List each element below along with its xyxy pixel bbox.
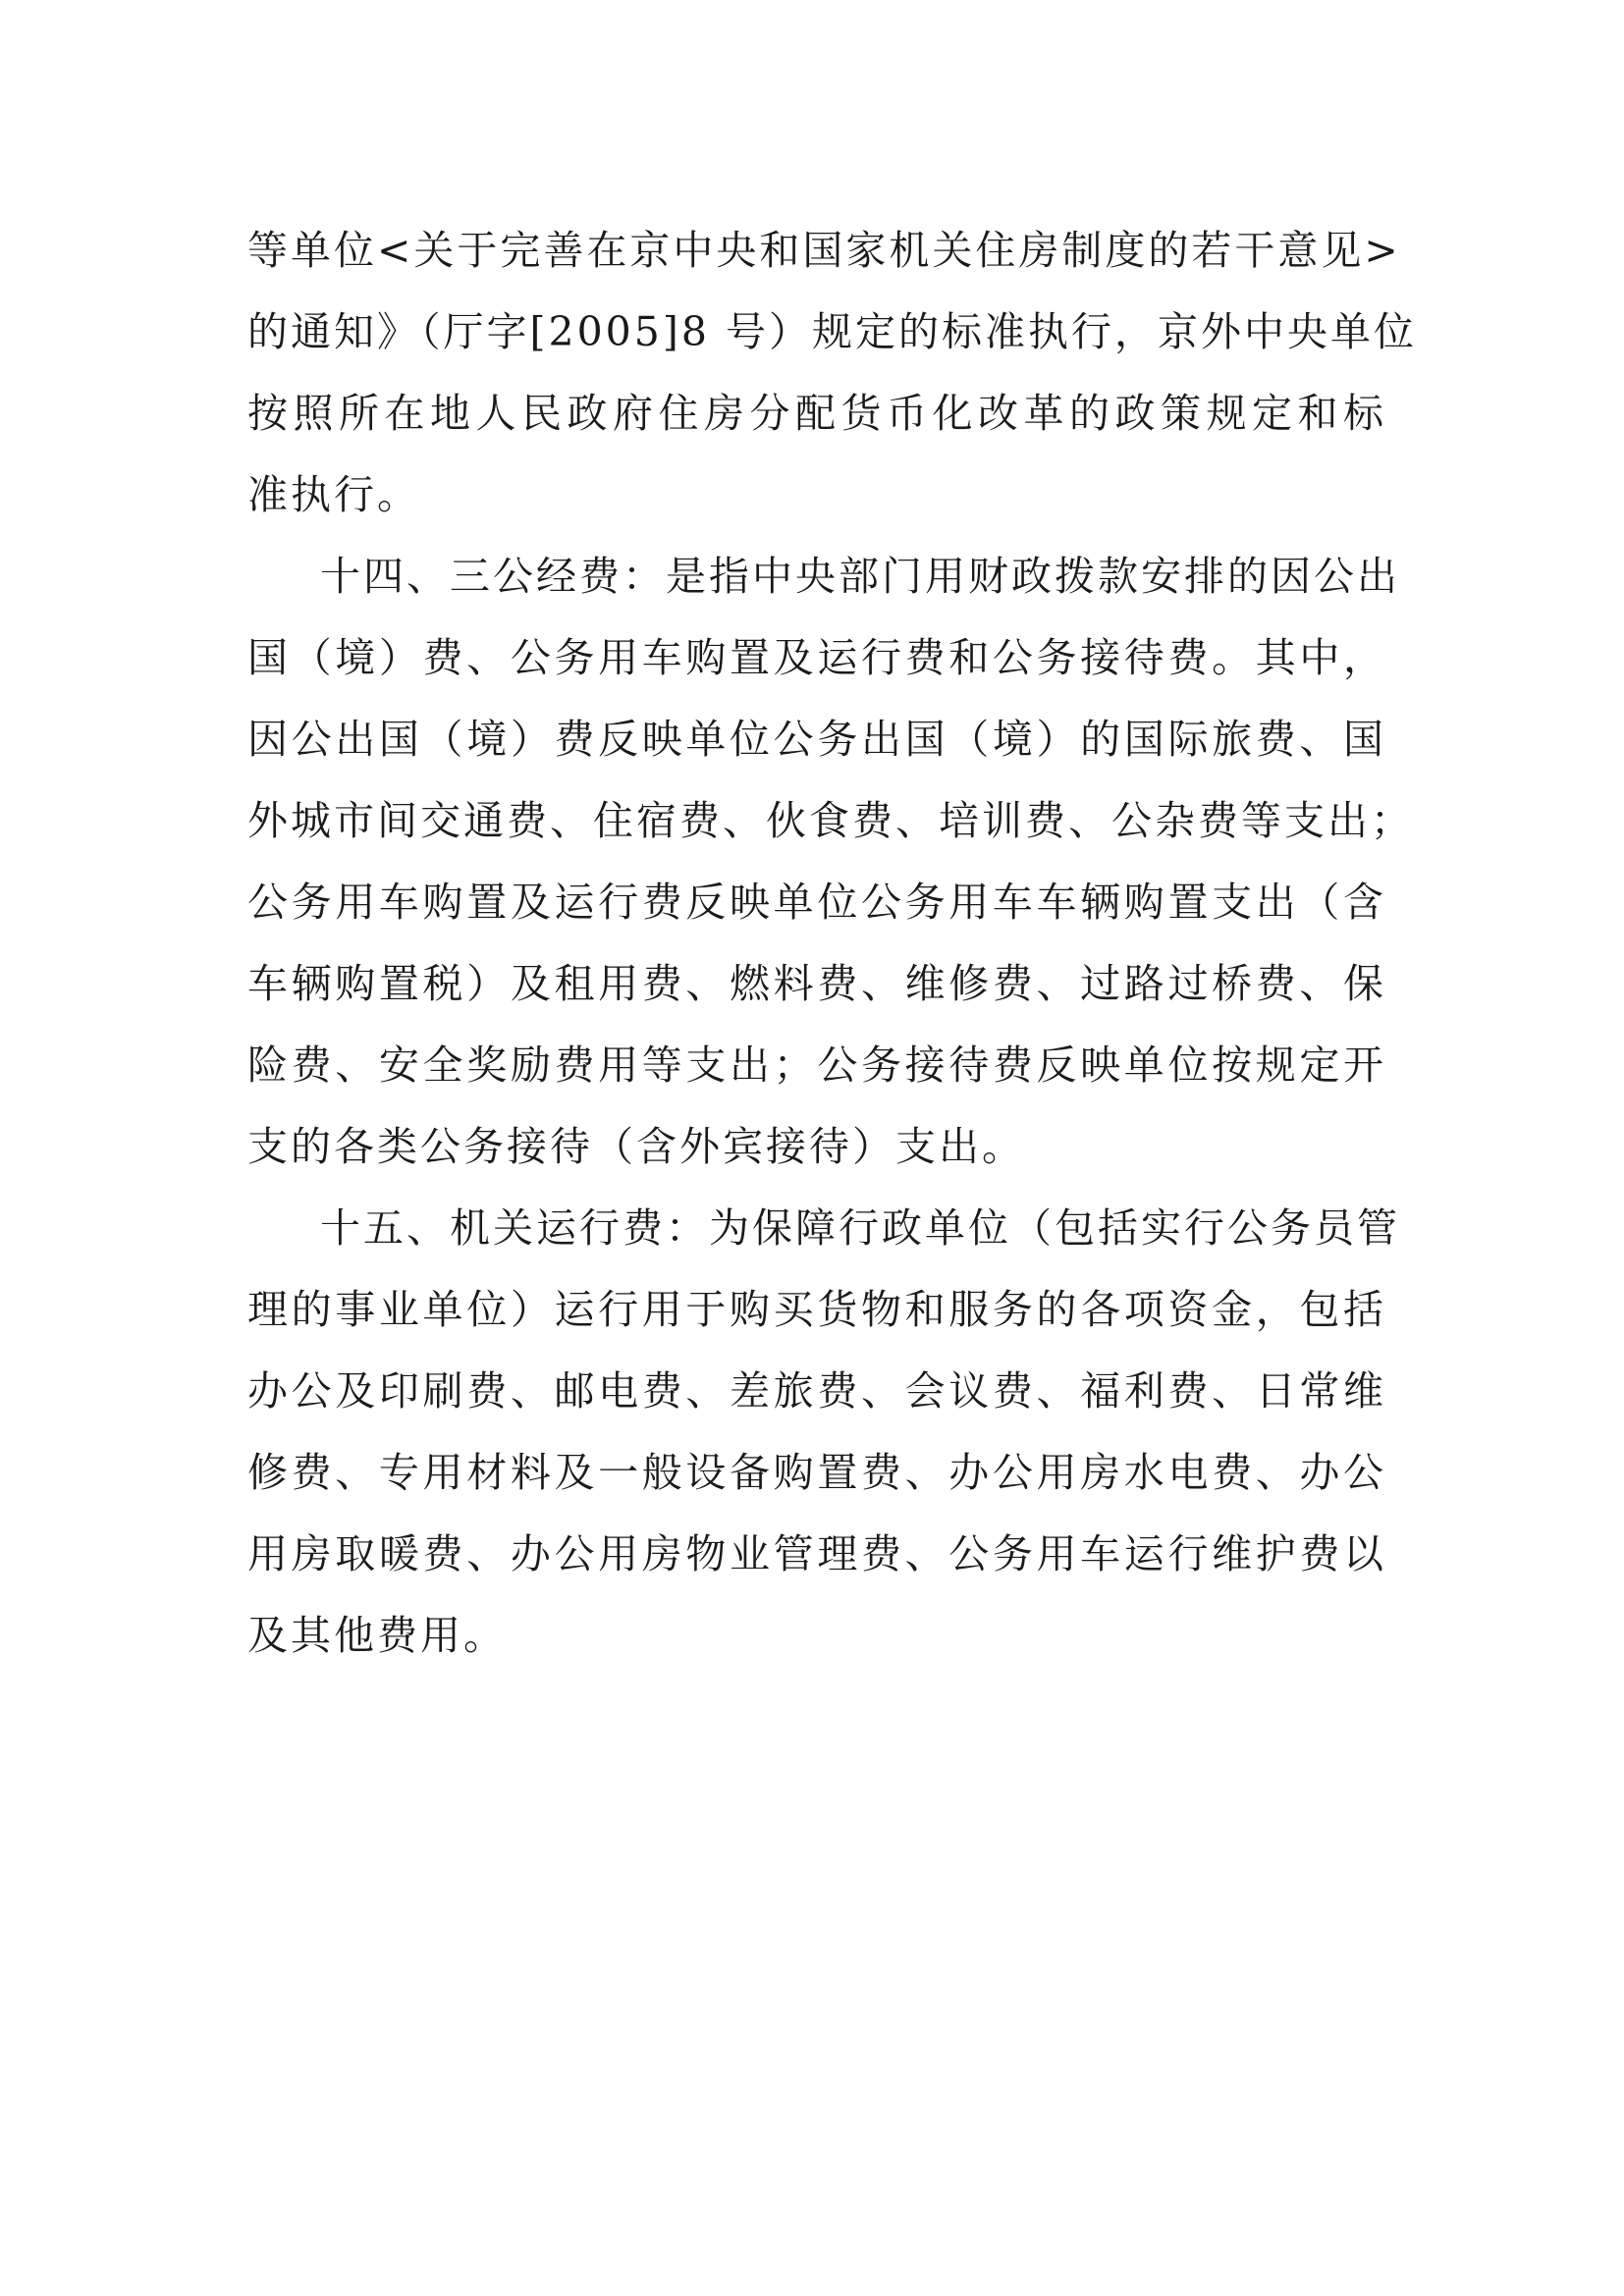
text-line: 因公出国（境）费反映单位公务出国（境）的国际旅费、国 — [247, 716, 1386, 763]
text-line: 国（境）费、公务用车购置及运行费和公务接待费。其中， — [247, 634, 1386, 681]
text-line: 准执行。 — [247, 471, 420, 518]
text-line: 按照所在地人民政府住房分配货币化改革的政策规定和标 — [247, 390, 1386, 437]
text-line: 等单位<关于完善在京中央和国家机关住房制度的若干意见> — [247, 227, 1401, 274]
text-line: 的通知》（厅字[2005]8 号）规定的标准执行，京外中央单位 — [247, 308, 1417, 355]
text-line: 险费、安全奖励费用等支出；公务接待费反映单位按规定开 — [247, 1041, 1386, 1089]
text-line: 修费、专用材料及一般设备购置费、办公用房水电费、办公 — [247, 1449, 1386, 1496]
text-line: 理的事业单位）运行用于购买货物和服务的各项资金，包括 — [247, 1286, 1386, 1333]
text-line: 办公及印刷费、邮电费、差旅费、会议费、福利费、日常维 — [247, 1367, 1386, 1415]
text-line: 车辆购置税）及租用费、燃料费、维修费、过路过桥费、保 — [247, 960, 1386, 1007]
text-line: 及其他费用。 — [247, 1612, 507, 1659]
text-line: 公务用车购置及运行费反映单位公务用车车辆购置支出（含 — [247, 879, 1386, 926]
section-15-heading-line: 十五、机关运行费：为保障行政单位（包括实行公务员管 — [320, 1204, 1400, 1252]
section-14-heading-line: 十四、三公经费：是指中央部门用财政拨款安排的因公出 — [320, 553, 1400, 600]
text-line: 支的各类公务接待（含外宾接待）支出。 — [247, 1123, 1025, 1170]
text-line: 用房取暖费、办公用房物业管理费、公务用车运行维护费以 — [247, 1530, 1386, 1577]
text-line: 外城市间交通费、住宿费、伙食费、培训费、公杂费等支出； — [247, 797, 1414, 844]
